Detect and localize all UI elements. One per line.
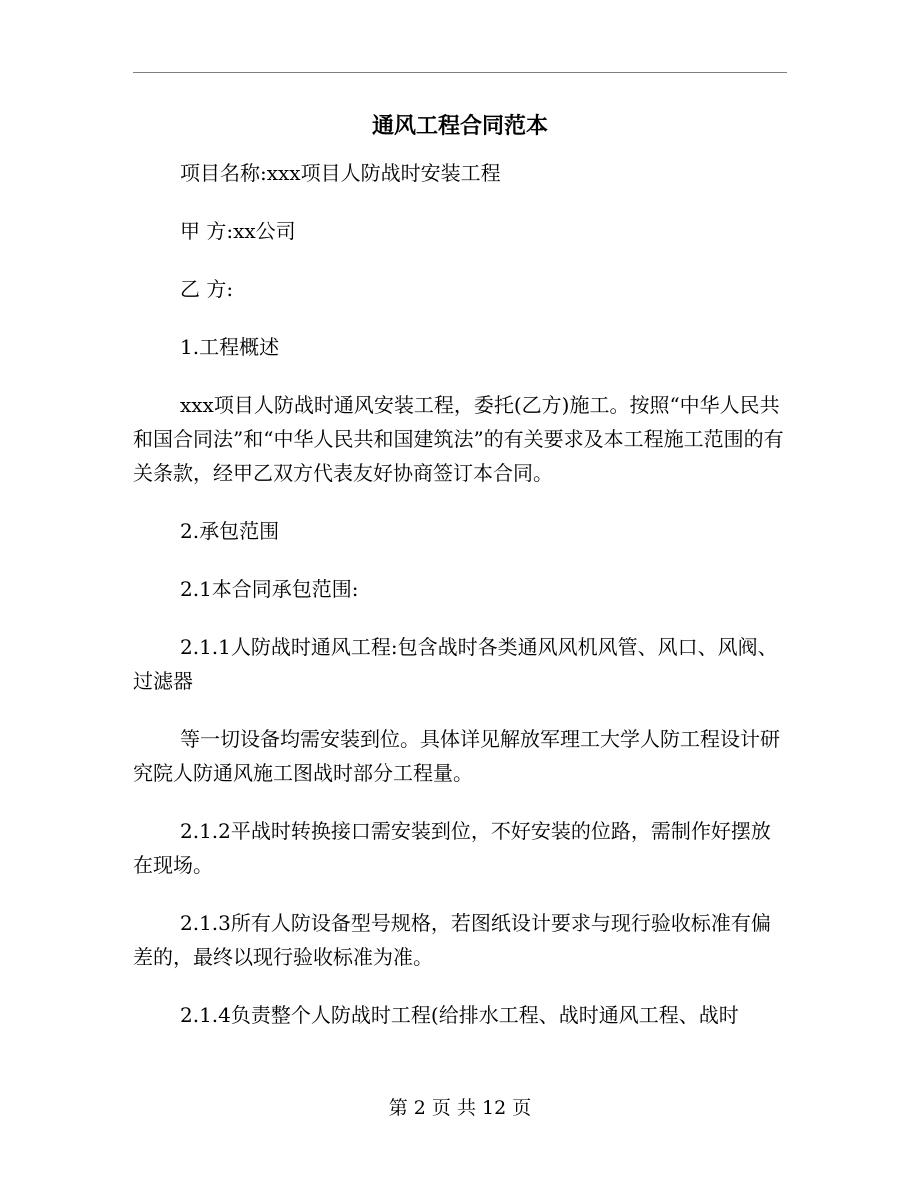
overview-paragraph: xxx项目人防战时通风安装工程，委托(乙方)施工。按照“中华人民共和国合同法”和“中华人民共和国建筑法”的有关要求及本工程施工范围的有关条款，经甲乙双方代表友好协商签订本合同。 — [133, 393, 784, 485]
project-name-line: 项目名称:xxx项目人防战时安装工程 — [180, 161, 501, 185]
clause-2-1-1-continued: 等一切设备均需安装到位。具体详见解放军理工大学人防工程设计研究院人防通风施工图战时部分工程量。 — [133, 727, 780, 785]
header-rule — [133, 72, 787, 73]
document-body — [133, 156, 787, 1056]
party-b-line: 乙 方: — [180, 277, 234, 301]
section-heading-overview: 1.工程概述 — [180, 335, 280, 359]
clause-2-1-1: 2.1.1人防战时通风工程:包含战时各类通风风机风管、风口、风阀、过滤器 — [133, 635, 778, 693]
clause-2-1-4: 2.1.4负责整个人防战时工程(给排水工程、战时通风工程、战时 — [180, 1003, 739, 1027]
clause-2-1-2: 2.1.2平战时转换接口需安装到位，不好安装的位路，需制作好摆放在现场。 — [133, 819, 771, 877]
page-number-footer: 第 2 页 共 12 页 — [388, 1097, 532, 1119]
section-heading-scope: 2.承包范围 — [180, 519, 280, 543]
document-title: 通风工程合同范本 — [371, 113, 548, 139]
clause-2-1: 2.1本合同承包范围: — [180, 577, 359, 601]
clause-2-1-3: 2.1.3所有人防设备型号规格，若图纸设计要求与现行验收标准有偏差的，最终以现行验收标准为准。 — [133, 911, 771, 969]
party-a-line: 甲 方:xx公司 — [180, 219, 296, 243]
